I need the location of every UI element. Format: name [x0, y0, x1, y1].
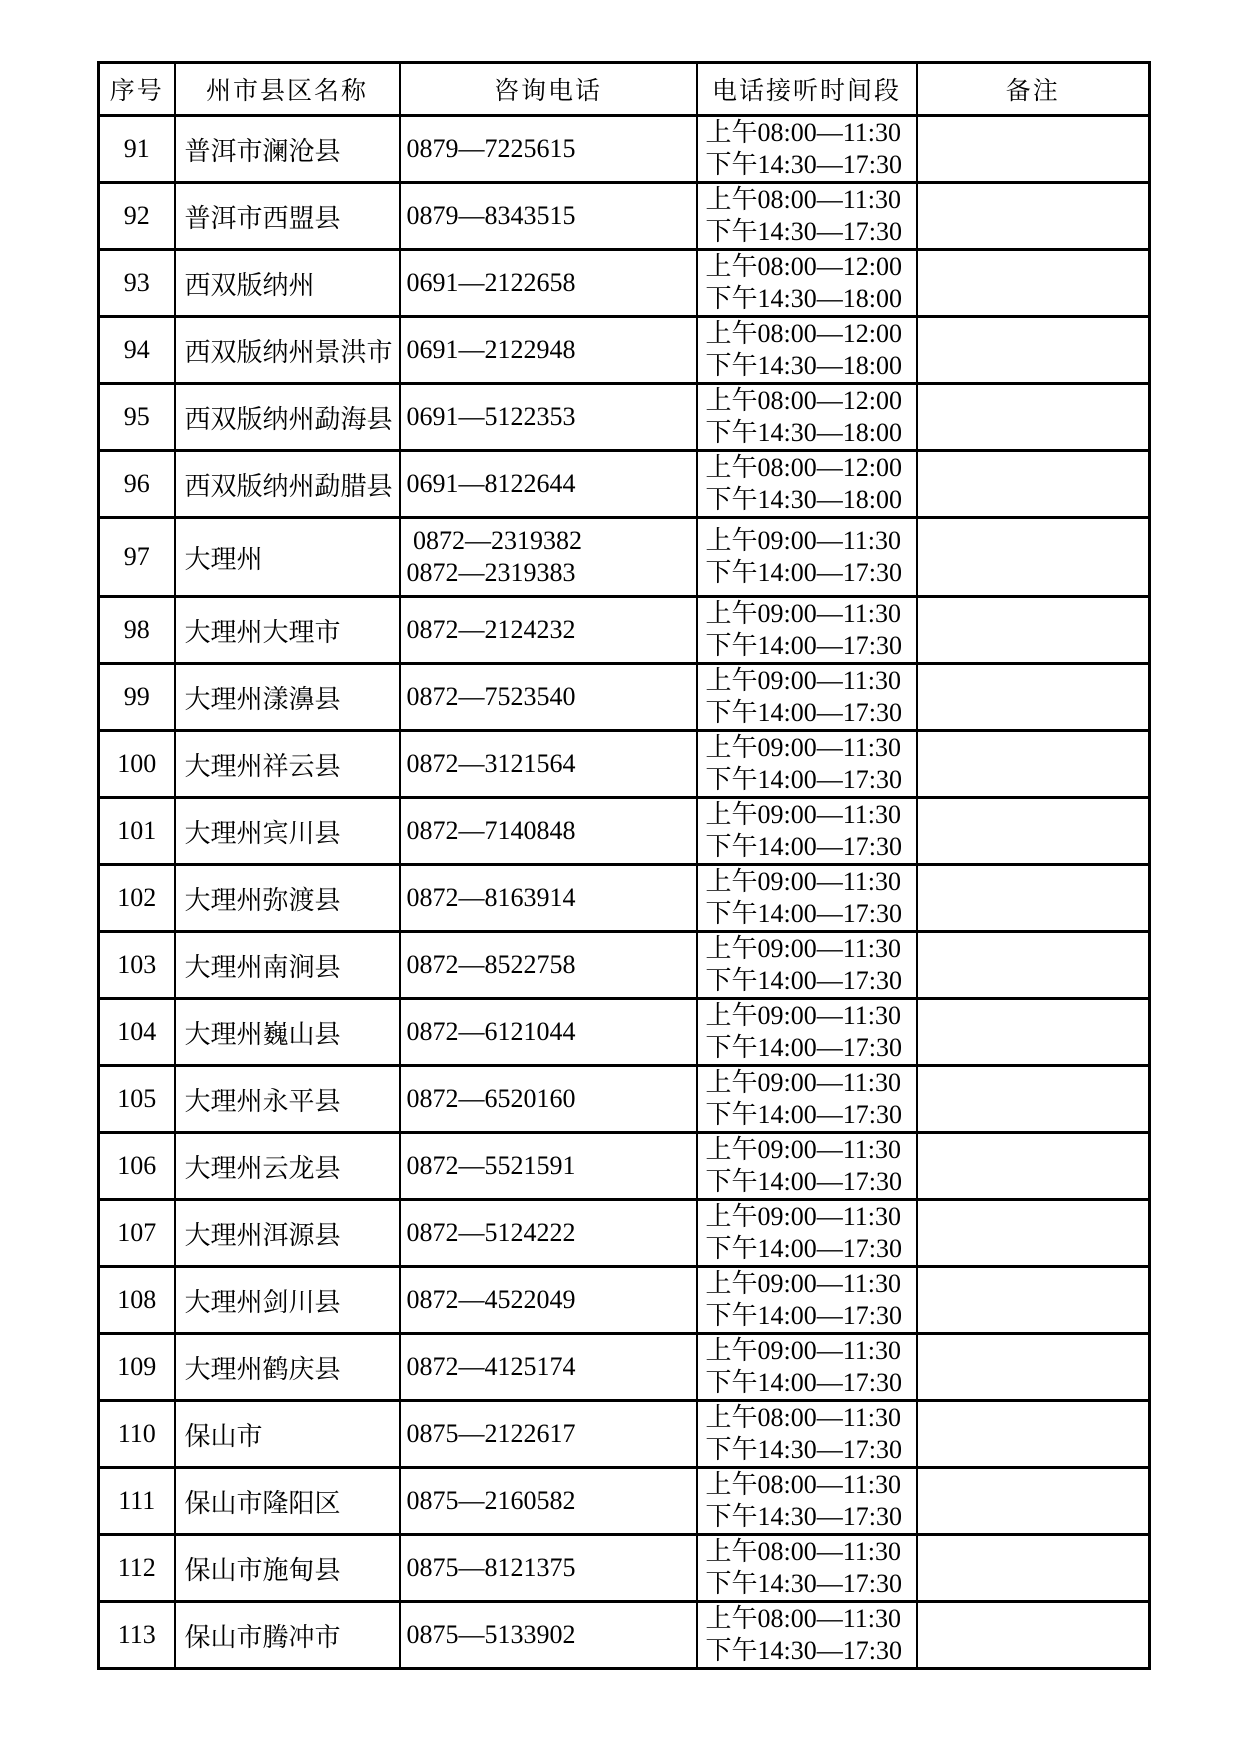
answer-time-line: 下午14:00—17:30: [705, 1368, 902, 1397]
serial-cell: 111: [99, 1468, 175, 1535]
answer-time-line: 下午14:30—17:30: [705, 1435, 902, 1464]
answer-time-line: 上午09:00—11:30: [705, 1336, 901, 1365]
remark-cell: [917, 1602, 1150, 1669]
remark-cell: [917, 1334, 1150, 1401]
region-name-cell: 大理州云龙县: [175, 1133, 400, 1200]
answer-time-line: 下午14:00—17:30: [705, 1100, 902, 1129]
serial-cell: 93: [99, 250, 175, 317]
answer-time-line: 下午14:30—17:30: [705, 1569, 902, 1598]
region-name-cell: 大理州永平县: [175, 1066, 400, 1133]
table-row: [99, 999, 1150, 1066]
time-cell: [697, 1602, 917, 1669]
region-name-cell: 大理州剑川县: [175, 1267, 400, 1334]
answer-time-line: 上午09:00—11:30: [705, 1269, 901, 1298]
phone-number-line: 0872—2319382: [406, 526, 582, 555]
answer-time-line: 上午09:00—11:30: [705, 526, 901, 555]
time-cell: [697, 1334, 917, 1401]
phone-cell: [400, 1602, 697, 1669]
answer-time-line: 上午08:00—11:30: [705, 1537, 901, 1566]
time-cell: [697, 1468, 917, 1535]
header-phone: 咨询电话: [400, 63, 697, 116]
remark-cell: [917, 1535, 1150, 1602]
time-cell: [697, 250, 917, 317]
phone-number-line: 0872—4522049: [406, 1285, 576, 1314]
phone-number-line: 0872—8163914: [406, 883, 576, 912]
table-row: [99, 116, 1150, 183]
phone-cell: [400, 451, 697, 518]
remark-cell: [917, 1267, 1150, 1334]
phone-cell: [400, 731, 697, 798]
phone-number-line: 0872—3121564: [406, 749, 576, 778]
table-row: [99, 1401, 1150, 1468]
serial-cell: 106: [99, 1133, 175, 1200]
remark-cell: [917, 664, 1150, 731]
table-row: [99, 798, 1150, 865]
remark-cell: [917, 518, 1150, 597]
table-row: [99, 384, 1150, 451]
answer-time-line: 下午14:30—18:00: [705, 485, 902, 514]
answer-time-line: 上午09:00—11:30: [705, 1001, 901, 1030]
region-name-cell: 保山市: [175, 1401, 400, 1468]
time-cell: [697, 932, 917, 999]
serial-cell: 103: [99, 932, 175, 999]
table-row: [99, 183, 1150, 250]
region-name-cell: 普洱市西盟县: [175, 183, 400, 250]
remark-cell: [917, 183, 1150, 250]
table-row: [99, 250, 1150, 317]
remark-cell: [917, 1401, 1150, 1468]
remark-cell: [917, 798, 1150, 865]
serial-cell: 102: [99, 865, 175, 932]
answer-time-line: 上午08:00—11:30: [705, 1604, 901, 1633]
phone-cell: [400, 798, 697, 865]
remark-cell: [917, 1200, 1150, 1267]
time-cell: [697, 999, 917, 1066]
phone-number-line: 0691—8122644: [406, 469, 576, 498]
time-cell: [697, 183, 917, 250]
remark-cell: [917, 384, 1150, 451]
time-cell: [697, 798, 917, 865]
serial-cell: 105: [99, 1066, 175, 1133]
phone-number-line: 0872—4125174: [406, 1352, 576, 1381]
phone-number-line: 0691—2122948: [406, 335, 576, 364]
time-cell: [697, 451, 917, 518]
answer-time-line: 下午14:00—17:30: [705, 1301, 902, 1330]
table-row: [99, 1267, 1150, 1334]
time-cell: [697, 1133, 917, 1200]
phone-cell: [400, 1200, 697, 1267]
phone-cell: [400, 384, 697, 451]
table-row: [99, 1468, 1150, 1535]
answer-time-line: 下午14:00—17:30: [705, 1234, 902, 1263]
answer-time-line: 下午14:00—17:30: [705, 1167, 902, 1196]
phone-number-line: 0875—2122617: [406, 1419, 576, 1448]
serial-cell: 95: [99, 384, 175, 451]
time-cell: [697, 518, 917, 597]
answer-time-line: 下午14:00—17:30: [705, 966, 902, 995]
phone-cell: [400, 664, 697, 731]
time-cell: [697, 317, 917, 384]
region-name-cell: 西双版纳州勐腊县: [175, 451, 400, 518]
serial-cell: 97: [99, 518, 175, 597]
header-remark: 备注: [917, 63, 1150, 116]
phone-cell: [400, 865, 697, 932]
phone-cell: [400, 999, 697, 1066]
remark-cell: [917, 865, 1150, 932]
phone-cell: [400, 597, 697, 664]
answer-time-line: 上午08:00—11:30: [705, 185, 901, 214]
phone-number-line: 0872—7523540: [406, 682, 576, 711]
answer-time-line: 上午09:00—11:30: [705, 1202, 901, 1231]
answer-time-line: 下午14:00—17:30: [705, 558, 902, 587]
region-name-cell: 保山市施甸县: [175, 1535, 400, 1602]
phone-number-line: 0872—6121044: [406, 1017, 576, 1046]
answer-time-line: 上午09:00—11:30: [705, 934, 901, 963]
header-row: [99, 63, 1150, 116]
table-row: [99, 664, 1150, 731]
time-cell: [697, 1267, 917, 1334]
serial-cell: 94: [99, 317, 175, 384]
header-serial-number: 序号: [99, 63, 175, 116]
region-name-cell: 大理州漾濞县: [175, 664, 400, 731]
time-cell: [697, 384, 917, 451]
phone-cell: [400, 932, 697, 999]
remark-cell: [917, 116, 1150, 183]
serial-cell: 92: [99, 183, 175, 250]
phone-cell: [400, 518, 697, 597]
answer-time-line: 上午09:00—11:30: [705, 800, 901, 829]
phone-number-line: 0875—8121375: [406, 1553, 576, 1582]
serial-cell: 98: [99, 597, 175, 664]
time-cell: [697, 1066, 917, 1133]
header-answer-time: 电话接听时间段: [697, 63, 917, 116]
region-name-cell: 西双版纳州: [175, 250, 400, 317]
answer-time-line: 下午14:30—17:30: [705, 150, 902, 179]
answer-time-line: 上午09:00—11:30: [705, 867, 901, 896]
answer-time-line: 下午14:00—17:30: [705, 765, 902, 794]
region-name-cell: 普洱市澜沧县: [175, 116, 400, 183]
region-name-cell: 大理州祥云县: [175, 731, 400, 798]
remark-cell: [917, 451, 1150, 518]
phone-number-line: 0872—2124232: [406, 615, 576, 644]
time-cell: [697, 1535, 917, 1602]
phone-number-line: 0872—7140848: [406, 816, 576, 845]
answer-time-line: 上午09:00—11:30: [705, 1135, 901, 1164]
table-row: [99, 597, 1150, 664]
serial-cell: 108: [99, 1267, 175, 1334]
table-row: [99, 317, 1150, 384]
table-row: [99, 1334, 1150, 1401]
region-name-cell: 大理州洱源县: [175, 1200, 400, 1267]
phone-cell: [400, 1267, 697, 1334]
phone-number-line: 0872—2319383: [406, 558, 576, 587]
header-region-name: 州市县区名称: [175, 63, 400, 116]
phone-cell: [400, 116, 697, 183]
answer-time-line: 上午08:00—12:00: [705, 319, 902, 348]
phone-number-line: 0875—5133902: [406, 1620, 576, 1649]
answer-time-line: 下午14:30—17:30: [705, 1636, 902, 1665]
serial-cell: 99: [99, 664, 175, 731]
table-row: [99, 932, 1150, 999]
remark-cell: [917, 317, 1150, 384]
phone-cell: [400, 1535, 697, 1602]
answer-time-line: 下午14:30—18:00: [705, 284, 902, 313]
remark-cell: [917, 250, 1150, 317]
phone-number-line: 0875—2160582: [406, 1486, 576, 1515]
answer-time-line: 下午14:30—17:30: [705, 217, 902, 246]
phone-number-line: 0879—7225615: [406, 134, 576, 163]
table-row: [99, 1066, 1150, 1133]
phone-number-line: 0872—5124222: [406, 1218, 576, 1247]
answer-time-line: 下午14:00—17:30: [705, 832, 902, 861]
table-row: [99, 518, 1150, 597]
answer-time-line: 上午08:00—11:30: [705, 1470, 901, 1499]
serial-cell: 96: [99, 451, 175, 518]
answer-time-line: 下午14:00—17:30: [705, 899, 902, 928]
region-name-cell: 大理州大理市: [175, 597, 400, 664]
time-cell: [697, 731, 917, 798]
serial-cell: 112: [99, 1535, 175, 1602]
region-name-cell: 大理州: [175, 518, 400, 597]
answer-time-line: 上午09:00—11:30: [705, 666, 901, 695]
answer-time-line: 下午14:30—17:30: [705, 1502, 902, 1531]
phone-number-line: 0691—2122658: [406, 268, 576, 297]
phone-cell: [400, 317, 697, 384]
table-row: [99, 1602, 1150, 1669]
region-name-cell: 西双版纳州景洪市: [175, 317, 400, 384]
serial-cell: 100: [99, 731, 175, 798]
time-cell: [697, 1401, 917, 1468]
serial-cell: 104: [99, 999, 175, 1066]
remark-cell: [917, 1066, 1150, 1133]
phone-cell: [400, 1334, 697, 1401]
region-name-cell: 保山市腾冲市: [175, 1602, 400, 1669]
answer-time-line: 下午14:00—17:30: [705, 698, 902, 727]
remark-cell: [917, 999, 1150, 1066]
region-name-cell: 大理州南涧县: [175, 932, 400, 999]
phone-number-line: 0872—5521591: [406, 1151, 576, 1180]
phone-directory-table: [97, 61, 1151, 1670]
region-name-cell: 保山市隆阳区: [175, 1468, 400, 1535]
time-cell: [697, 597, 917, 664]
time-cell: [697, 664, 917, 731]
table-row: [99, 1133, 1150, 1200]
table-row: [99, 451, 1150, 518]
phone-number-line: 0879—8343515: [406, 201, 576, 230]
time-cell: [697, 865, 917, 932]
answer-time-line: 上午08:00—12:00: [705, 252, 902, 281]
phone-number-line: 0872—6520160: [406, 1084, 576, 1113]
region-name-cell: 西双版纳州勐海县: [175, 384, 400, 451]
serial-cell: 91: [99, 116, 175, 183]
answer-time-line: 下午14:00—17:30: [705, 631, 902, 660]
serial-cell: 107: [99, 1200, 175, 1267]
region-name-cell: 大理州巍山县: [175, 999, 400, 1066]
answer-time-line: 上午09:00—11:30: [705, 1068, 901, 1097]
table-row: [99, 1535, 1150, 1602]
table-row: [99, 865, 1150, 932]
remark-cell: [917, 597, 1150, 664]
answer-time-line: 上午08:00—12:00: [705, 453, 902, 482]
phone-cell: [400, 1133, 697, 1200]
serial-cell: 101: [99, 798, 175, 865]
answer-time-line: 上午09:00—11:30: [705, 733, 901, 762]
phone-cell: [400, 250, 697, 317]
serial-cell: 113: [99, 1602, 175, 1669]
phone-number-line: 0691—5122353: [406, 402, 576, 431]
answer-time-line: 上午08:00—11:30: [705, 118, 901, 147]
region-name-cell: 大理州宾川县: [175, 798, 400, 865]
table-row: [99, 1200, 1150, 1267]
table-row: [99, 731, 1150, 798]
answer-time-line: 下午14:30—18:00: [705, 351, 902, 380]
remark-cell: [917, 731, 1150, 798]
region-name-cell: 大理州弥渡县: [175, 865, 400, 932]
phone-cell: [400, 183, 697, 250]
phone-cell: [400, 1066, 697, 1133]
answer-time-line: 上午09:00—11:30: [705, 599, 901, 628]
remark-cell: [917, 932, 1150, 999]
phone-number-line: 0872—8522758: [406, 950, 576, 979]
phone-cell: [400, 1401, 697, 1468]
remark-cell: [917, 1133, 1150, 1200]
answer-time-line: 上午08:00—12:00: [705, 386, 902, 415]
answer-time-line: 下午14:30—18:00: [705, 418, 902, 447]
time-cell: [697, 1200, 917, 1267]
serial-cell: 110: [99, 1401, 175, 1468]
remark-cell: [917, 1468, 1150, 1535]
answer-time-line: 下午14:00—17:30: [705, 1033, 902, 1062]
answer-time-line: 上午08:00—11:30: [705, 1403, 901, 1432]
phone-cell: [400, 1468, 697, 1535]
time-cell: [697, 116, 917, 183]
serial-cell: 109: [99, 1334, 175, 1401]
region-name-cell: 大理州鹤庆县: [175, 1334, 400, 1401]
